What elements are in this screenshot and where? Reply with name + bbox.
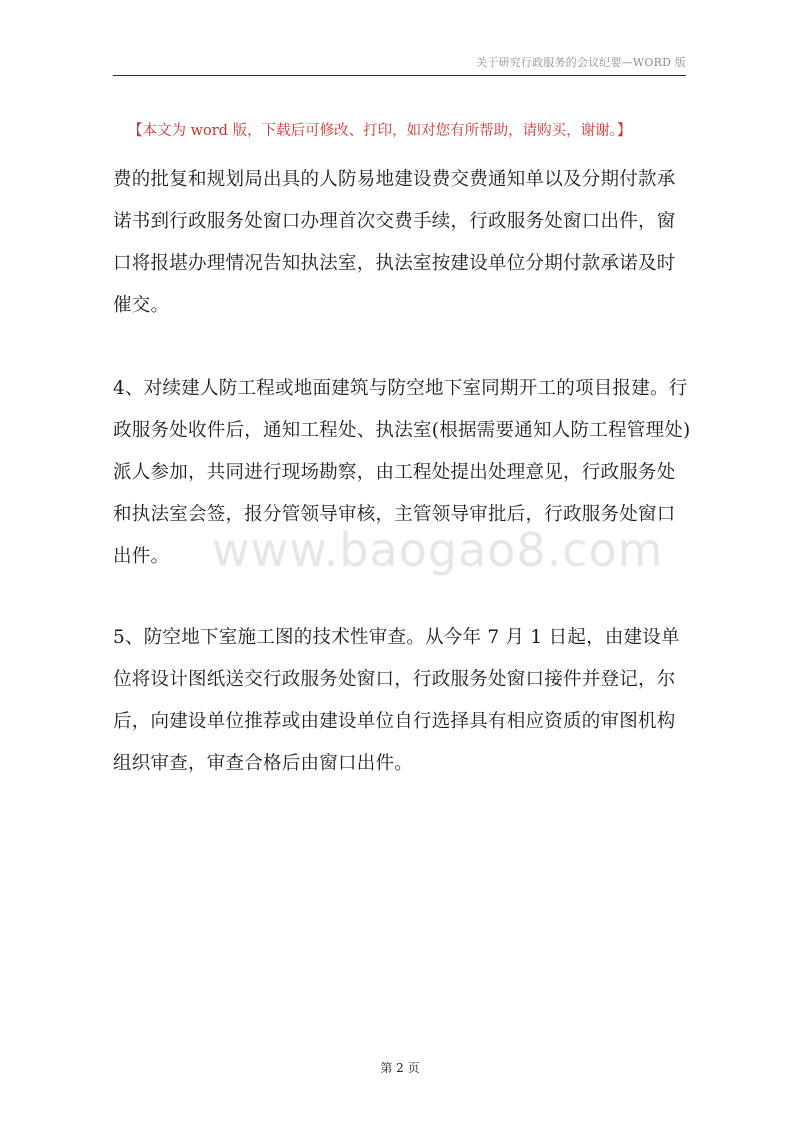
watermark: www.baogao8.com (212, 523, 664, 577)
paragraph-2: 4、对续建人防工程或地面建筑与防空地下室同期开工的项目报建。行政服务处收件后，通知工程处、执法室(根据需要通知人防工程管理处)派人参加，共同进行现场勘察，由工程处提出处理意见，行政服务处和执法室会签，报分管领导审核，主管领导审批后，行政服务处窗口出件。 (113, 378, 691, 567)
paragraph-1: 费的批复和规划局出具的人防易地建设费交费通知单以及分期付款承诺书到行政服务处窗口办理首次交费手续，行政服务处窗口出件，窗口将报堪办理情况告知执法室，执法室按建设单位分期付款承诺及时催交。 (113, 169, 676, 316)
purchase-notice: 【本文为 word 版，下载后可修改、打印，如对您有所帮助，请购买，谢谢。】 (128, 123, 632, 139)
page-number: 第 2 页 (380, 1061, 420, 1075)
paragraph-3: 5、防空地下室施工图的技术性审查。从今年 7 月 1 日起，由建设单位将设计图纸送交行政服务处窗口，行政服务处窗口接件并登记，尔后，向建设单位推荐或由建设单位自行选择具有相应资质的审图机构组织审查，审查合格后由窗口出件。 (113, 627, 680, 774)
running-header: 关于研究行政服务的会议纪要—WORD 版 (476, 56, 686, 69)
header-divider (113, 75, 686, 76)
